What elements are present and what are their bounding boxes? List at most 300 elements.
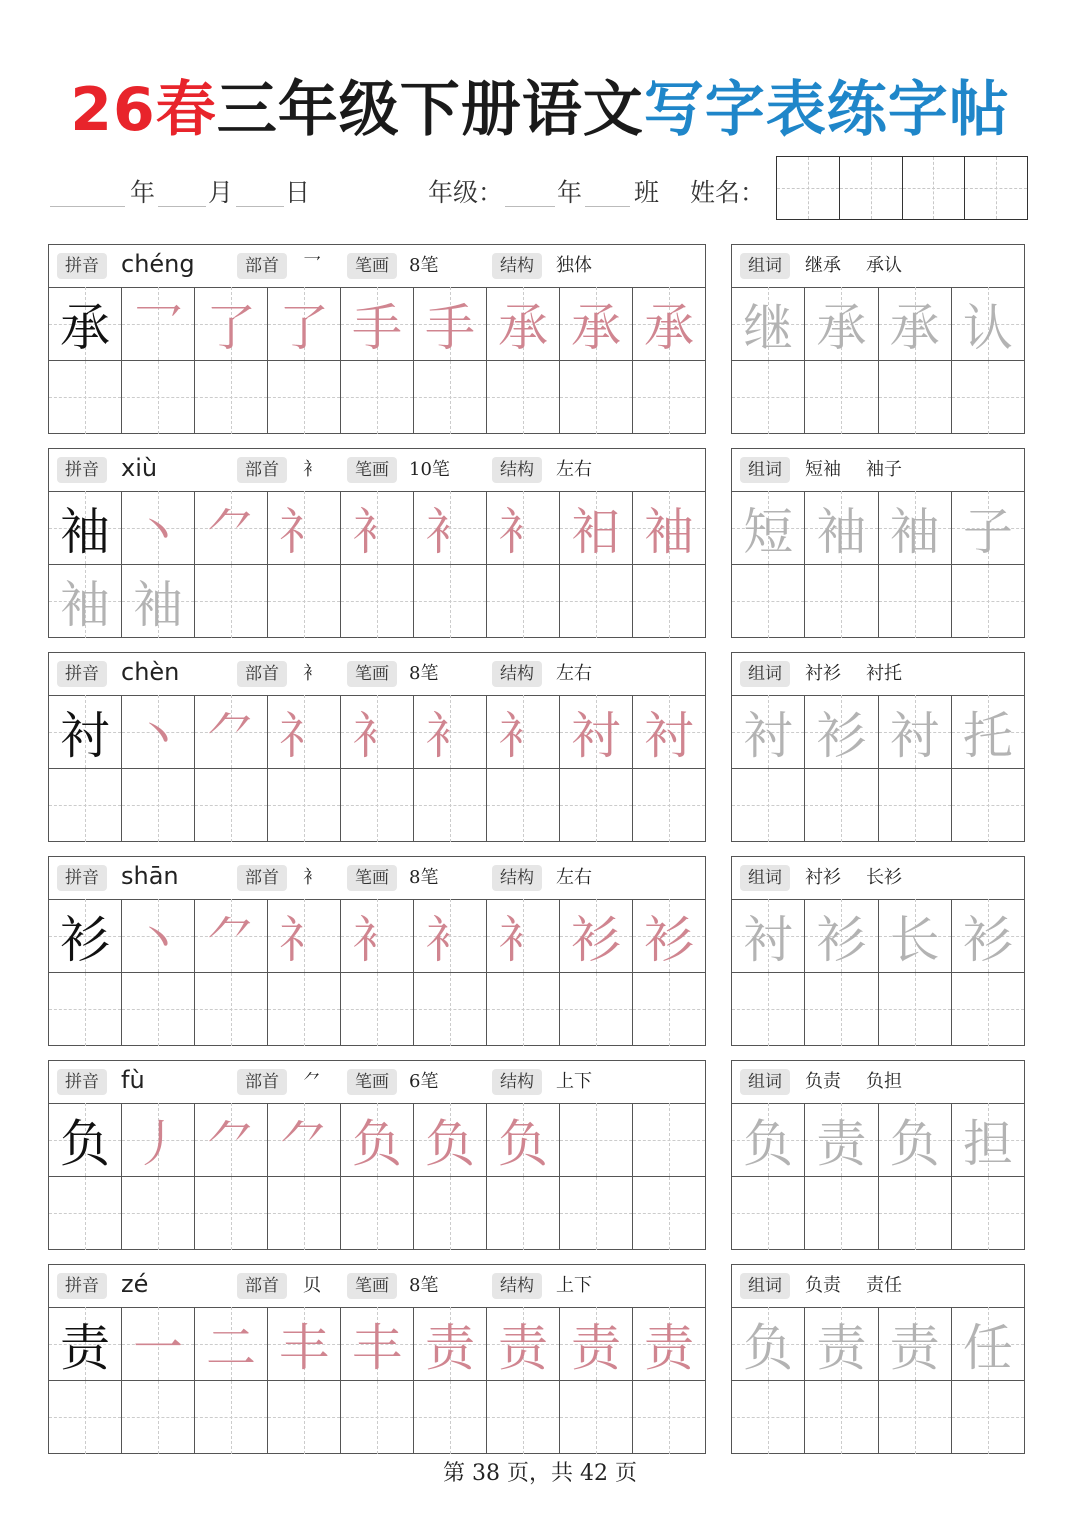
writing-cell[interactable] — [414, 491, 487, 564]
word-trace-char: 认 — [962, 298, 1013, 357]
writing-cell[interactable] — [49, 695, 122, 768]
word-cell[interactable] — [879, 287, 952, 360]
writing-cell[interactable] — [414, 361, 487, 434]
word-cell[interactable] — [805, 1177, 878, 1250]
stroke-step-char: 衤 — [498, 502, 548, 561]
writing-cell[interactable] — [195, 1307, 268, 1380]
char-info-header — [49, 449, 705, 492]
writing-cell[interactable] — [633, 287, 705, 360]
writing-cell[interactable] — [414, 899, 487, 972]
writing-cell[interactable] — [633, 695, 705, 768]
word-cell[interactable] — [805, 1381, 878, 1454]
stroke-step-char: 衤 — [352, 706, 402, 765]
writing-cell[interactable] — [122, 287, 195, 360]
char-info-header — [49, 245, 705, 288]
word-trace-char: 衫 — [816, 706, 867, 765]
pinyin-tag: 拼音 — [57, 1273, 107, 1299]
class-label: 班 — [634, 178, 660, 207]
radical-tag: 部首 — [237, 457, 287, 483]
writing-cell[interactable] — [49, 287, 122, 360]
day-blank[interactable] — [236, 206, 284, 207]
words-tag: 组词 — [740, 1273, 790, 1299]
writing-cell[interactable] — [341, 491, 414, 564]
stroke-step-char: 衬 — [571, 706, 621, 765]
writing-cell[interactable] — [560, 769, 633, 842]
stroke-step-char: 了 — [206, 298, 256, 357]
writing-cell[interactable] — [49, 1381, 122, 1454]
month-label: 月 — [208, 178, 234, 207]
word-practice-row — [732, 1177, 1024, 1250]
writing-cell[interactable] — [341, 1177, 414, 1250]
stroke-step-char: 礻 — [279, 910, 329, 969]
writing-cell[interactable] — [341, 565, 414, 638]
writing-cell[interactable] — [487, 1381, 560, 1454]
writing-cell[interactable] — [195, 973, 268, 1046]
writing-cell[interactable] — [560, 973, 633, 1046]
practice-row — [49, 1381, 705, 1454]
writing-cell[interactable] — [49, 1307, 122, 1380]
stroke-order-panel — [48, 652, 706, 842]
char-info-header — [49, 857, 705, 900]
stroke-step-char: 礻 — [279, 502, 329, 561]
word-cell[interactable] — [805, 769, 878, 842]
year-blank[interactable] — [50, 206, 125, 207]
word-cell[interactable] — [879, 1177, 952, 1250]
writing-cell[interactable] — [268, 565, 341, 638]
writing-cell[interactable] — [560, 287, 633, 360]
writing-cell[interactable] — [195, 287, 268, 360]
title-part-topic: 写字表练字帖 — [643, 75, 1010, 145]
class-blank[interactable] — [585, 206, 630, 207]
name-writing-grid[interactable] — [776, 156, 1028, 220]
word-cell[interactable] — [732, 1177, 805, 1250]
writing-cell[interactable] — [122, 695, 195, 768]
word-trace-char: 衫 — [962, 910, 1013, 969]
stroke-step-char: 衫 — [571, 910, 621, 969]
writing-cell[interactable] — [195, 695, 268, 768]
writing-cell[interactable] — [341, 287, 414, 360]
word-cell[interactable] — [952, 695, 1024, 768]
word-header — [732, 1265, 1024, 1308]
word-cell[interactable] — [879, 1103, 952, 1176]
stroke-step-char: 衤 — [352, 910, 402, 969]
strokes-tag: 笔画 — [347, 1273, 397, 1299]
writing-cell[interactable] — [268, 1177, 341, 1250]
strokes-tag: 笔画 — [347, 253, 397, 279]
writing-cell[interactable] — [487, 1307, 560, 1380]
model-char: 负 — [60, 1114, 110, 1173]
stroke-step-char: 手 — [352, 298, 402, 357]
word-cell[interactable] — [879, 695, 952, 768]
title-part-year: 26春 — [70, 75, 217, 145]
writing-cell[interactable] — [633, 565, 705, 638]
stroke-step-char: 丰 — [352, 1318, 402, 1377]
word-cell[interactable] — [952, 565, 1024, 638]
writing-cell[interactable] — [414, 1307, 487, 1380]
word-cell[interactable] — [952, 769, 1024, 842]
word-cell[interactable] — [879, 361, 952, 434]
structure-tag: 结构 — [492, 661, 542, 687]
structure-tag: 结构 — [492, 457, 542, 483]
char-block — [48, 1060, 1025, 1250]
writing-cell[interactable] — [414, 287, 487, 360]
word-trace-char: 衬 — [743, 706, 794, 765]
word-value: 负责 — [805, 1071, 841, 1092]
writing-cell[interactable] — [560, 1177, 633, 1250]
word-value: 衬托 — [866, 663, 902, 684]
writing-cell[interactable] — [487, 565, 560, 638]
word-cell[interactable] — [879, 491, 952, 564]
writing-cell[interactable] — [560, 361, 633, 434]
words-tag: 组词 — [740, 457, 790, 483]
writing-cell[interactable] — [560, 695, 633, 768]
word-trace-char: 继 — [743, 298, 794, 357]
word-panel — [731, 856, 1025, 1046]
writing-cell[interactable] — [122, 361, 195, 434]
word-cell[interactable] — [879, 1307, 952, 1380]
word-practice-row — [732, 565, 1024, 638]
writing-cell[interactable] — [633, 769, 705, 842]
writing-cell[interactable] — [122, 1381, 195, 1454]
stroke-step-char: 手 — [425, 298, 475, 357]
radical-tag: 部首 — [237, 253, 287, 279]
writing-cell[interactable] — [487, 973, 560, 1046]
writing-cell[interactable] — [49, 565, 122, 638]
radical-value: 乛 — [303, 255, 321, 276]
trace-char: 袖 — [133, 576, 183, 634]
word-cell[interactable] — [732, 565, 805, 638]
word-cell[interactable] — [952, 973, 1024, 1046]
word-cell[interactable] — [732, 491, 805, 564]
writing-cell[interactable] — [122, 899, 195, 972]
writing-cell[interactable] — [414, 1381, 487, 1454]
strokes-value: 8笔 — [409, 663, 439, 684]
structure-tag: 结构 — [492, 253, 542, 279]
stroke-step-char: 衵 — [571, 502, 621, 561]
word-value: 短袖 — [805, 459, 841, 480]
writing-cell[interactable] — [633, 1307, 705, 1380]
writing-cell[interactable] — [341, 695, 414, 768]
words-tag: 组词 — [740, 1069, 790, 1095]
practice-row — [49, 287, 705, 361]
writing-cell[interactable] — [560, 899, 633, 972]
writing-cell[interactable] — [341, 899, 414, 972]
writing-cell[interactable] — [122, 1103, 195, 1176]
writing-cell[interactable] — [268, 769, 341, 842]
word-value: 袖子 — [866, 459, 902, 480]
writing-cell[interactable] — [49, 899, 122, 972]
model-char: 衬 — [60, 706, 110, 765]
writing-cell[interactable] — [487, 361, 560, 434]
name-cell[interactable] — [840, 157, 903, 219]
stroke-step-char: ⺈ — [206, 1114, 256, 1173]
word-cell[interactable] — [732, 695, 805, 768]
writing-cell[interactable] — [49, 491, 122, 564]
writing-cell[interactable] — [49, 361, 122, 434]
pinyin-value: shān — [121, 862, 179, 890]
practice-row — [49, 565, 705, 638]
word-practice-row — [732, 695, 1024, 769]
writing-cell[interactable] — [122, 973, 195, 1046]
word-cell[interactable] — [879, 899, 952, 972]
stroke-step-char: 丶 — [133, 706, 183, 765]
writing-cell[interactable] — [633, 899, 705, 972]
writing-cell[interactable] — [268, 491, 341, 564]
structure-value: 上下 — [556, 1275, 592, 1296]
word-trace-char: 衬 — [743, 910, 794, 969]
writing-cell[interactable] — [195, 769, 268, 842]
word-cell[interactable] — [805, 287, 878, 360]
stroke-step-char: 衤 — [425, 502, 475, 561]
month-blank[interactable] — [158, 206, 206, 207]
strokes-value: 8笔 — [409, 867, 439, 888]
writing-cell[interactable] — [414, 565, 487, 638]
word-trace-char: 托 — [962, 706, 1013, 765]
writing-cell[interactable] — [122, 491, 195, 564]
writing-cell[interactable] — [633, 1177, 705, 1250]
word-cell[interactable] — [952, 899, 1024, 972]
writing-cell[interactable] — [268, 1307, 341, 1380]
practice-row — [49, 695, 705, 769]
word-cell[interactable] — [952, 361, 1024, 434]
writing-cell[interactable] — [633, 491, 705, 564]
writing-cell[interactable] — [122, 769, 195, 842]
writing-cell[interactable] — [414, 1103, 487, 1176]
stroke-step-char: 负 — [498, 1114, 548, 1173]
word-cell[interactable] — [879, 565, 952, 638]
structure-value: 上下 — [556, 1071, 592, 1092]
words-tag: 组词 — [740, 253, 790, 279]
strokes-tag: 笔画 — [347, 661, 397, 687]
structure-value: 独体 — [556, 255, 592, 276]
word-cell[interactable] — [805, 491, 878, 564]
word-header — [732, 245, 1024, 288]
writing-cell[interactable] — [487, 899, 560, 972]
name-label: 姓名： — [690, 178, 766, 207]
word-value: 负担 — [866, 1071, 902, 1092]
writing-cell[interactable] — [49, 1177, 122, 1250]
word-value: 衬衫 — [805, 867, 841, 888]
writing-cell[interactable] — [195, 491, 268, 564]
stroke-step-char: 衫 — [644, 910, 694, 969]
writing-cell[interactable] — [341, 1381, 414, 1454]
writing-cell[interactable] — [487, 695, 560, 768]
word-trace-char: 任 — [962, 1318, 1013, 1377]
word-trace-char: 负 — [743, 1114, 794, 1173]
writing-cell[interactable] — [560, 1103, 633, 1176]
pinyin-tag: 拼音 — [57, 253, 107, 279]
word-header — [732, 653, 1024, 696]
word-cell[interactable] — [732, 287, 805, 360]
writing-cell[interactable] — [414, 1177, 487, 1250]
stroke-step-char: 衤 — [425, 910, 475, 969]
word-value: 负责 — [805, 1275, 841, 1296]
writing-cell[interactable] — [268, 287, 341, 360]
writing-cell[interactable] — [195, 899, 268, 972]
word-cell[interactable] — [805, 361, 878, 434]
practice-row — [49, 491, 705, 565]
writing-cell[interactable] — [195, 565, 268, 638]
stroke-step-char: 衤 — [498, 910, 548, 969]
stroke-step-char: 责 — [498, 1318, 548, 1377]
writing-cell[interactable] — [487, 1177, 560, 1250]
word-cell[interactable] — [879, 1381, 952, 1454]
word-cell[interactable] — [952, 491, 1024, 564]
word-value: 承认 — [866, 255, 902, 276]
char-block — [48, 856, 1025, 1046]
word-cell[interactable] — [732, 1381, 805, 1454]
word-panel — [731, 652, 1025, 842]
word-cell[interactable] — [732, 361, 805, 434]
writing-cell[interactable] — [487, 287, 560, 360]
stroke-step-char: ⺈ — [206, 910, 256, 969]
radical-tag: 部首 — [237, 1273, 287, 1299]
word-trace-char: 袖 — [889, 502, 940, 561]
word-cell[interactable] — [952, 1103, 1024, 1176]
writing-cell[interactable] — [560, 1307, 633, 1380]
name-cell[interactable] — [903, 157, 966, 219]
writing-cell[interactable] — [341, 1307, 414, 1380]
writing-cell[interactable] — [341, 769, 414, 842]
char-info-header — [49, 1061, 705, 1104]
strokes-value: 8笔 — [409, 255, 439, 276]
word-cell[interactable] — [805, 695, 878, 768]
word-header — [732, 1061, 1024, 1104]
stroke-step-char: 承 — [498, 298, 548, 357]
writing-cell[interactable] — [487, 769, 560, 842]
practice-row — [49, 899, 705, 973]
stroke-step-char: 负 — [425, 1114, 475, 1173]
radical-value: 贝 — [303, 1275, 321, 1296]
word-cell[interactable] — [732, 973, 805, 1046]
writing-cell[interactable] — [195, 1177, 268, 1250]
writing-cell[interactable] — [195, 361, 268, 434]
word-trace-char: 负 — [743, 1318, 794, 1377]
writing-cell[interactable] — [341, 361, 414, 434]
stroke-step-char: 责 — [425, 1318, 475, 1377]
strokes-value: 8笔 — [409, 1275, 439, 1296]
writing-cell[interactable] — [49, 1103, 122, 1176]
writing-cell[interactable] — [268, 695, 341, 768]
stroke-step-char: 衤 — [352, 502, 402, 561]
writing-cell[interactable] — [268, 361, 341, 434]
writing-cell[interactable] — [633, 1103, 705, 1176]
stroke-step-char: 二 — [206, 1318, 256, 1377]
word-trace-char: 短 — [743, 502, 794, 561]
word-value: 长衫 — [866, 867, 902, 888]
writing-cell[interactable] — [49, 769, 122, 842]
pinyin-value: xiù — [121, 454, 158, 482]
word-cell[interactable] — [805, 1103, 878, 1176]
word-cell[interactable] — [952, 1307, 1024, 1380]
word-cell[interactable] — [952, 1177, 1024, 1250]
model-char: 袖 — [60, 502, 110, 561]
writing-cell[interactable] — [560, 1381, 633, 1454]
trace-char: 袖 — [60, 576, 110, 634]
stroke-step-char: 丶 — [133, 502, 183, 561]
name-cell[interactable] — [965, 157, 1027, 219]
word-cell[interactable] — [732, 1103, 805, 1176]
stroke-step-char: 了 — [279, 298, 329, 357]
writing-cell[interactable] — [341, 1103, 414, 1176]
word-cell[interactable] — [732, 899, 805, 972]
writing-cell[interactable] — [633, 1381, 705, 1454]
pinyin-tag: 拼音 — [57, 457, 107, 483]
word-cell[interactable] — [879, 769, 952, 842]
pinyin-value: zé — [121, 1270, 149, 1298]
stroke-step-char: 责 — [644, 1318, 694, 1377]
word-cell[interactable] — [952, 1381, 1024, 1454]
writing-cell[interactable] — [487, 491, 560, 564]
structure-value: 左右 — [556, 459, 592, 480]
writing-cell[interactable] — [414, 973, 487, 1046]
structure-value: 左右 — [556, 867, 592, 888]
writing-cell[interactable] — [49, 973, 122, 1046]
word-cell[interactable] — [952, 287, 1024, 360]
writing-cell[interactable] — [268, 899, 341, 972]
radical-tag: 部首 — [237, 661, 287, 687]
word-trace-char: 长 — [889, 910, 940, 969]
day-label: 日 — [285, 178, 311, 207]
writing-cell[interactable] — [122, 1307, 195, 1380]
word-trace-char: 担 — [962, 1114, 1013, 1173]
writing-cell[interactable] — [633, 973, 705, 1046]
practice-row — [49, 973, 705, 1046]
writing-cell[interactable] — [487, 1103, 560, 1176]
writing-cell[interactable] — [195, 1381, 268, 1454]
char-block — [48, 244, 1025, 434]
name-cell[interactable] — [777, 157, 840, 219]
writing-cell[interactable] — [268, 1381, 341, 1454]
writing-cell[interactable] — [268, 1103, 341, 1176]
title-part-grade: 三年级下册语文 — [216, 75, 644, 145]
writing-cell[interactable] — [122, 1177, 195, 1250]
word-cell[interactable] — [732, 769, 805, 842]
word-cell[interactable] — [805, 1307, 878, 1380]
word-cell[interactable] — [879, 973, 952, 1046]
writing-cell[interactable] — [414, 695, 487, 768]
word-cell[interactable] — [732, 1307, 805, 1380]
writing-cell[interactable] — [560, 565, 633, 638]
writing-cell[interactable] — [414, 769, 487, 842]
pinyin-tag: 拼音 — [57, 661, 107, 687]
word-panel — [731, 244, 1025, 434]
word-panel — [731, 1264, 1025, 1454]
word-cell[interactable] — [805, 899, 878, 972]
radical-tag: 部首 — [237, 1069, 287, 1095]
writing-cell[interactable] — [633, 361, 705, 434]
writing-cell[interactable] — [560, 491, 633, 564]
word-cell[interactable] — [805, 973, 878, 1046]
stroke-step-char: 一 — [133, 1318, 183, 1377]
practice-row — [49, 361, 705, 434]
char-info-header — [49, 653, 705, 696]
word-trace-char: 承 — [816, 298, 867, 357]
word-cell[interactable] — [805, 565, 878, 638]
char-block — [48, 1264, 1025, 1454]
strokes-value: 6笔 — [409, 1071, 439, 1092]
writing-cell[interactable] — [122, 565, 195, 638]
word-trace-char: 责 — [889, 1318, 940, 1377]
grade-blank[interactable] — [505, 206, 555, 207]
stroke-step-char: ⺈ — [206, 502, 256, 561]
word-value: 责任 — [866, 1275, 902, 1296]
word-trace-char: 责 — [816, 1318, 867, 1377]
writing-cell[interactable] — [341, 973, 414, 1046]
writing-cell[interactable] — [268, 973, 341, 1046]
word-practice-row — [732, 899, 1024, 973]
writing-cell[interactable] — [195, 1103, 268, 1176]
